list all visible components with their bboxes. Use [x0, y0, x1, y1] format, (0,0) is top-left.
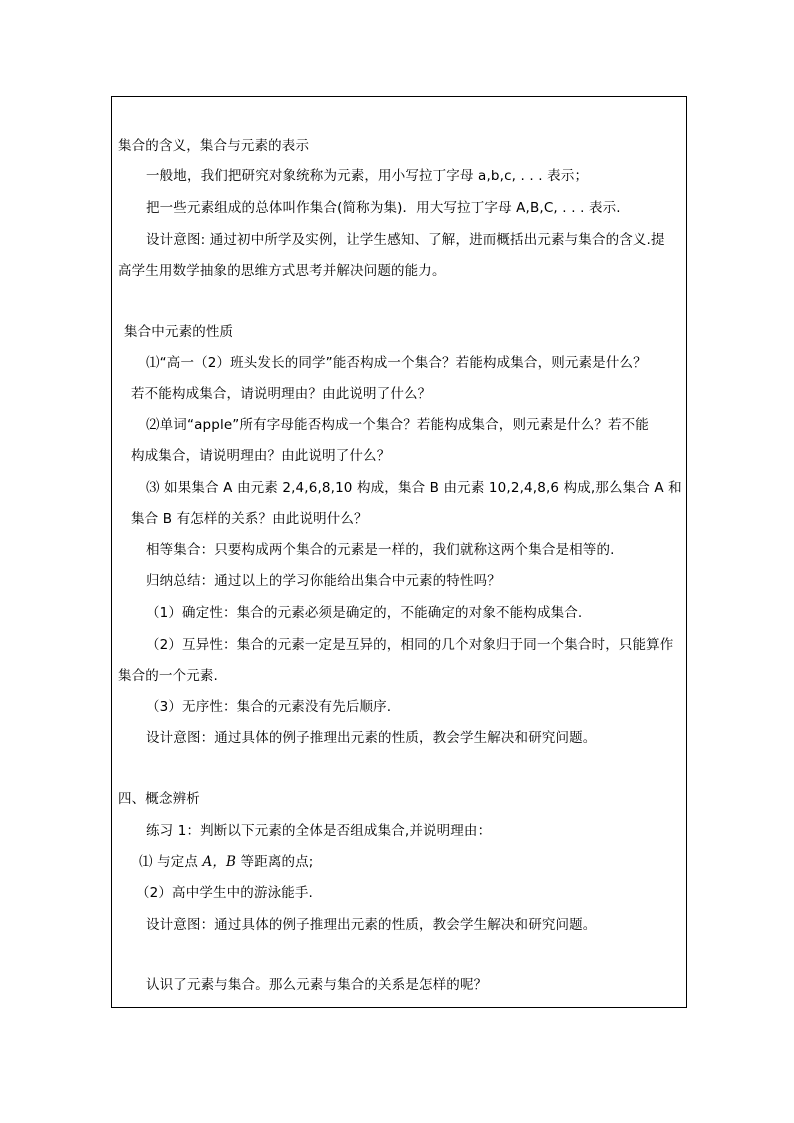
summary-question: 归纳总结：通过以上的学习你能给出集合中元素的特性吗？: [146, 573, 501, 589]
exercise-item-1-prefix: ⑴ 与定点: [139, 854, 203, 870]
design-intent-line-1: 设计意图: 通过初中所学及实例，让学生感知、了解，进而概括出元素与集合的含义.提: [146, 232, 665, 248]
property-distinctness-line-1: （2）互异性：集合的元素一定是互异的，相同的几个对象归于同一个集合时，只能算作: [146, 637, 674, 653]
property-unordered: （3）无序性：集合的元素没有先后顺序.: [146, 699, 392, 715]
question-3-line-2: 集合 B 有怎样的关系？由此说明什么？: [131, 511, 368, 527]
paragraph-set-definition: 把一些元素组成的总体叫作集合(简称为集)．用大写拉丁字母 A,B,C, . . . 表示.: [146, 200, 621, 216]
question-1-line-2: 若不能构成集合，请说明理由？由此说明了什么？: [131, 386, 432, 402]
exercise-item-1-points: A，B: [202, 854, 237, 870]
property-determinacy: （1）确定性：集合的元素必须是确定的，不能确定的对象不能构成集合.: [146, 605, 583, 621]
question-3-line-1: ⑶ 如果集合 A 由元素 2,4,6,8,10 构成，集合 B 由元素 10,2,4,8,6 构成,那么集合 A 和: [146, 480, 682, 496]
exercise-item-1: [139, 853, 314, 871]
section-title-concept-analysis: 四、概念辨析: [118, 791, 200, 807]
section-title-meaning: 集合的含义，集合与元素的表示: [118, 138, 310, 154]
paragraph-element-definition: 一般地，我们把研究对象统称为元素，用小写拉丁字母 a,b,c, . . . 表示；: [146, 168, 589, 184]
design-intent-properties: 设计意图：通过具体的例子推理出元素的性质，教会学生解决和研究问题。: [146, 730, 597, 746]
exercise-item-1-suffix: 等距离的点;: [236, 854, 314, 870]
property-distinctness-line-2: 集合的一个元素.: [118, 668, 218, 684]
design-intent-exercise: 设计意图：通过具体的例子推理出元素的性质，教会学生解决和研究问题。: [146, 917, 597, 933]
question-2-line-2: 构成集合，请说明理由？由此说明了什么？: [131, 448, 391, 464]
design-intent-line-2: 高学生用数学抽象的思维方式思考并解决问题的能力。: [118, 263, 446, 279]
section-title-properties: 集合中元素的性质: [124, 324, 234, 340]
question-1-line-1: ⑴“高一（2）班头发长的同学”能否构成一个集合？若能构成集合，则元素是什么？: [146, 355, 647, 371]
closing-question: 认识了元素与集合。那么元素与集合的关系是怎样的呢？: [146, 977, 488, 993]
question-2-line-1: ⑵单词“apple”所有字母能否构成一个集合？若能构成集合，则元素是什么？若不能: [146, 417, 649, 433]
exercise-1-prompt: 练习 1：判断以下元素的全体是否组成集合,并说明理由：: [146, 823, 492, 839]
exercise-item-2: （2）高中学生中的游泳能手.: [136, 885, 313, 901]
equal-sets-definition: 相等集合：只要构成两个集合的元素是一样的，我们就称这两个集合是相等的.: [146, 542, 615, 558]
